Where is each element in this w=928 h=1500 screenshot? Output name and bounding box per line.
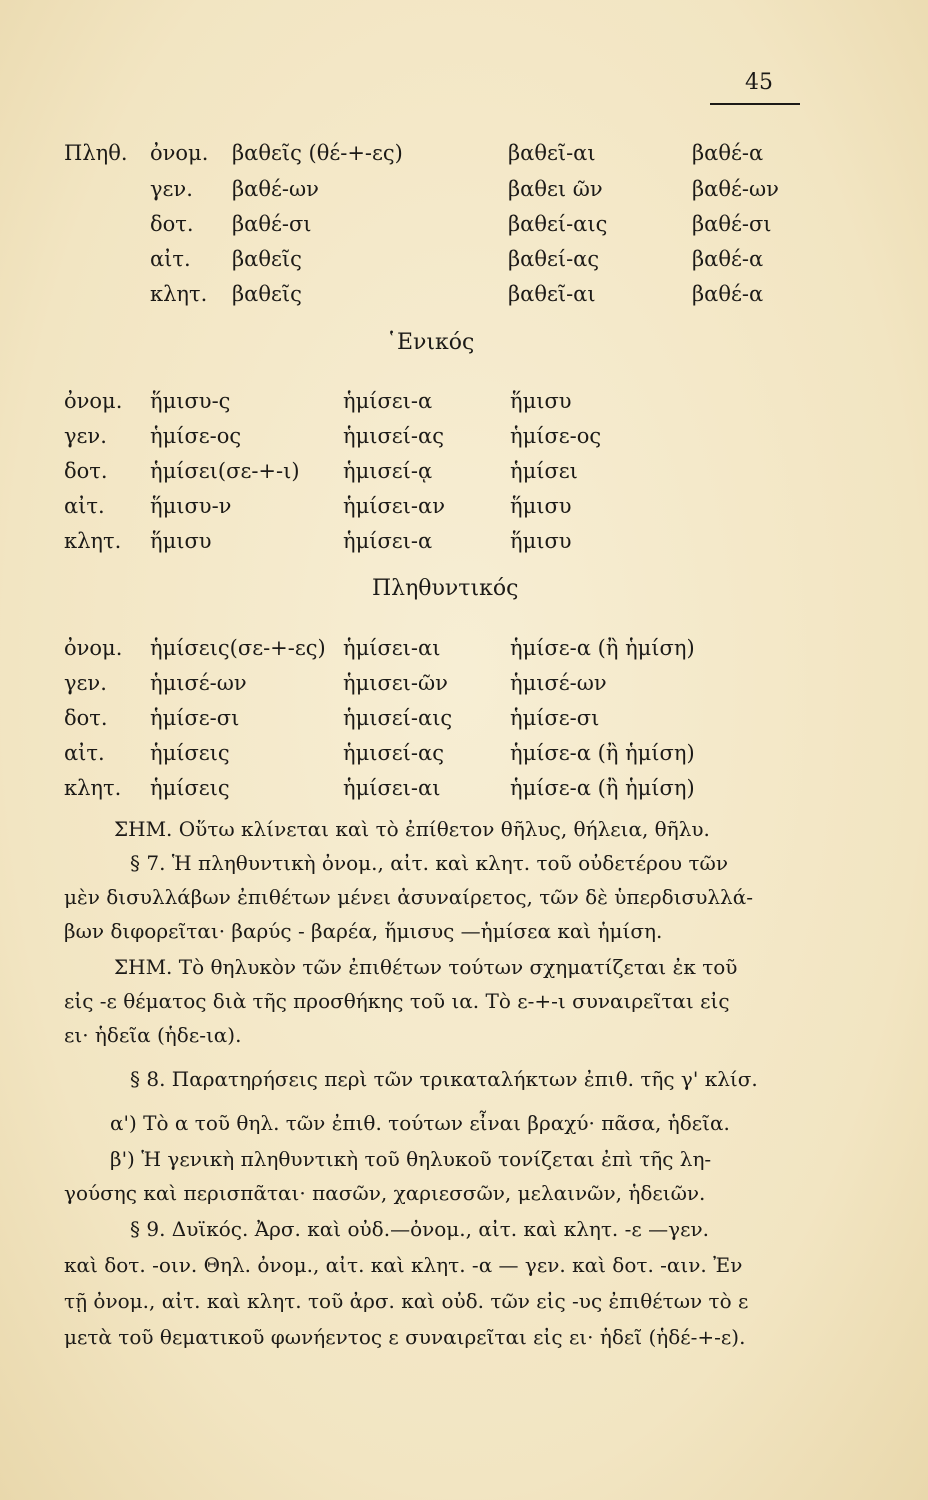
feminine-form: ἡμίσει-αι <box>343 636 441 660</box>
text-line: γούσης καὶ περισπᾶται· πασῶν, χαριεσσῶν, μελαινῶν, ἡδειῶν. <box>64 1181 706 1205</box>
feminine-form: ἡμίσει-αν <box>343 494 445 518</box>
case-label: αἰτ. <box>64 741 105 765</box>
feminine-form: βαθει ῶν <box>508 177 603 201</box>
feminine-form: ἡμίσει-αι <box>343 776 441 800</box>
text-line: ει· ἡδεῖα (ἡδε-ια). <box>64 1023 242 1047</box>
masculine-form: ἡμίσε-ος <box>150 424 242 448</box>
masculine-form: ἡμίσεις <box>150 741 230 765</box>
masculine-form: ἡμίσει(σε-+-ι) <box>150 459 300 483</box>
neuter-form: βαθέ-α <box>692 282 764 306</box>
neuter-form: βαθέ-σι <box>692 212 772 236</box>
case-label: κλητ. <box>150 282 208 306</box>
case-label: δοτ. <box>150 212 194 236</box>
masculine-form: βαθέ-σι <box>232 212 312 236</box>
text-line: μετὰ τοῦ θεματικοῦ φωνήεντος ε συναιρεῖται εἰς ει· ἡδεῖ (ἡδέ-+-ε). <box>64 1325 746 1349</box>
page-number: 45 <box>745 70 773 95</box>
masculine-form: βαθεῖς <box>232 247 302 271</box>
neuter-form: ἡμίσε-ος <box>510 424 602 448</box>
text-line: εἰς -ε θέματος διὰ τῆς προσθήκης τοῦ ια. Τὸ ε-+-ι συναιρεῖται εἰς <box>64 989 730 1013</box>
masculine-form: ἥμισυ-ς <box>150 389 231 413</box>
case-label: δοτ. <box>64 459 108 483</box>
masculine-form: βαθέ-ων <box>232 177 319 201</box>
singular-heading: ῾Ενικός <box>386 330 475 355</box>
subsection-b-line: β') Ἡ γενικὴ πληθυντικὴ τοῦ θηλυκοῦ τονίζεται ἐπὶ τῆς λη- <box>110 1147 712 1171</box>
feminine-form: ἡμίσει-α <box>343 389 433 413</box>
case-label: γεν. <box>64 671 107 695</box>
case-label: ὀνομ. <box>64 389 123 413</box>
section-9-line: § 9. Δυϊκός. Ἀρσ. καὶ οὐδ.—ὀνομ., αἰτ. καὶ κλητ. -ε —γεν. <box>130 1217 709 1241</box>
feminine-form: ἡμισεί-αις <box>343 706 453 730</box>
feminine-form: ἡμισει-ῶν <box>343 671 448 695</box>
neuter-form: ἡμίσε-α (ἢ ἡμίση) <box>510 636 695 660</box>
masculine-form: ἥμισυ <box>150 529 212 553</box>
neuter-form: ἥμισυ <box>510 529 572 553</box>
neuter-form: βαθέ-α <box>692 247 764 271</box>
masculine-form: ἥμισυ-ν <box>150 494 232 518</box>
text-line: μὲν δισυλλάβων ἐπιθέτων μένει ἀσυναίρετος, τῶν δὲ ὑπερδισυλλά- <box>64 885 753 909</box>
neuter-form: βαθέ-ων <box>692 177 779 201</box>
neuter-form: ἥμισυ <box>510 494 572 518</box>
section-8-line: § 8. Παρατηρήσεις περὶ τῶν τρικαταλήκτων ἐπιθ. τῆς γ' κλίσ. <box>130 1067 758 1091</box>
case-label: αἰτ. <box>64 494 105 518</box>
text-line: καὶ δοτ. -οιν. Θηλ. ὀνομ., αἰτ. καὶ κλητ. -α — γεν. καὶ δοτ. -αιν. Ἐν <box>64 1253 743 1277</box>
neuter-form: ἡμίσε-α (ἢ ἡμίση) <box>510 741 695 765</box>
note-line: ΣΗΜ. Οὕτω κλίνεται καὶ τὸ ἐπίθετον θῆλυς, θήλεια, θῆλυ. <box>114 817 710 841</box>
neuter-form: βαθέ-α <box>692 141 764 165</box>
page-number-rule <box>710 103 800 105</box>
text-line: τῇ ὀνομ., αἰτ. καὶ κλητ. τοῦ ἀρσ. καὶ οὐδ. τῶν εἰς -υς ἐπιθέτων τὸ ε <box>64 1289 749 1313</box>
neuter-form: ἡμίσει <box>510 459 578 483</box>
masculine-form: βαθεῖς (θέ-+-ες) <box>232 141 403 165</box>
neuter-form: ἥμισυ <box>510 389 572 413</box>
feminine-form: βαθεί-αις <box>508 212 608 236</box>
case-label: κλητ. <box>64 529 122 553</box>
case-label: γεν. <box>64 424 107 448</box>
text-line: βων διφορεῖται· βαρύς - βαρέα, ἥμισυς —ἡμίσεα καὶ ἡμίση. <box>64 919 663 943</box>
case-label: κλητ. <box>64 776 122 800</box>
plural-table-label: Πληθ. <box>64 141 128 165</box>
masculine-form: ἡμισέ-ων <box>150 671 247 695</box>
case-label: ὀνομ. <box>64 636 123 660</box>
neuter-form: ἡμίσε-α (ἢ ἡμίση) <box>510 776 695 800</box>
masculine-form: ἡμίσε-σι <box>150 706 240 730</box>
feminine-form: ἡμισεί-ᾳ <box>343 459 433 483</box>
note-line: ΣΗΜ. Τὸ θηλυκὸν τῶν ἐπιθέτων τούτων σχηματίζεται ἐκ τοῦ <box>114 955 738 979</box>
feminine-form: βαθεῖ-αι <box>508 282 596 306</box>
case-label: ὀνομ. <box>150 141 209 165</box>
feminine-form: ἡμισεί-ας <box>343 424 444 448</box>
masculine-form: βαθεῖς <box>232 282 302 306</box>
masculine-form: ἡμίσεις <box>150 776 230 800</box>
subsection-a-line: α') Τὸ α τοῦ θηλ. τῶν ἐπιθ. τούτων εἶναι βραχύ· πᾶσα, ἡδεῖα. <box>110 1111 730 1135</box>
feminine-form: βαθεί-ας <box>508 247 600 271</box>
feminine-form: βαθεῖ-αι <box>508 141 596 165</box>
case-label: αἰτ. <box>150 247 191 271</box>
neuter-form: ἡμίσε-σι <box>510 706 600 730</box>
plural-heading: Πληθυντικός <box>372 576 519 601</box>
case-label: γεν. <box>150 177 193 201</box>
feminine-form: ἡμισεί-ας <box>343 741 444 765</box>
feminine-form: ἡμίσει-α <box>343 529 433 553</box>
masculine-form: ἡμίσεις(σε-+-ες) <box>150 636 326 660</box>
case-label: δοτ. <box>64 706 108 730</box>
section-7-line: § 7. Ἡ πληθυντικὴ ὀνομ., αἰτ. καὶ κλητ. τοῦ οὐδετέρου τῶν <box>130 851 728 875</box>
neuter-form: ἡμισέ-ων <box>510 671 607 695</box>
